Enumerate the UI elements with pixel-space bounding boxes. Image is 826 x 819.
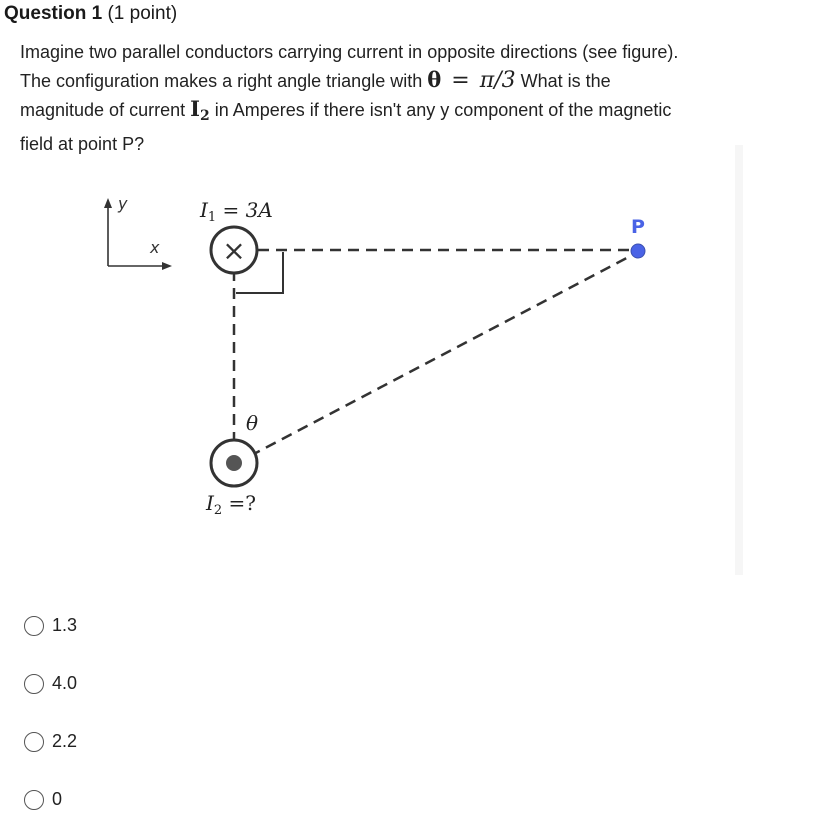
axis-x-label: x xyxy=(150,238,160,257)
option-1-radio[interactable] xyxy=(24,616,44,636)
theta-angle-label: θ xyxy=(246,411,259,435)
axis-y-label: y xyxy=(118,194,128,213)
question-text-line3: magnitude of current xyxy=(20,100,186,120)
conductor-out-of-page-icon xyxy=(211,440,257,486)
i2-label: $I_2$ =? xyxy=(206,491,257,518)
question-text-line3-end: in Amperes if there isn't any y component of the magnetic xyxy=(214,100,672,120)
equals-sign: = xyxy=(451,68,470,93)
axis-icon xyxy=(104,198,172,270)
option-2-radio[interactable] xyxy=(24,674,44,694)
point-p-marker xyxy=(631,244,645,258)
option-4-radio[interactable] xyxy=(24,790,44,810)
point-p-label: P xyxy=(631,216,645,238)
option-2-label: 4.0 xyxy=(52,673,78,693)
question-text-line2-end: What is the xyxy=(520,71,611,91)
question-number: Question 1 xyxy=(4,3,103,24)
question-points: (1 point) xyxy=(107,3,178,24)
option-1[interactable] xyxy=(24,615,77,636)
question-text-line1: Imagine two parallel conductors carrying current in opposite directions (see figure). xyxy=(20,42,679,62)
svg-text:×: × xyxy=(222,234,246,267)
i1-label: $I_1 = 3A$ xyxy=(200,198,273,225)
option-4[interactable] xyxy=(24,789,62,810)
option-1-label: 1.3 xyxy=(52,615,78,635)
theta-value: π/3 xyxy=(479,68,516,93)
hypotenuse-dashed-line xyxy=(250,252,638,456)
option-3-radio[interactable] xyxy=(24,732,44,752)
question-text-line2: The configuration makes a right angle triangle with xyxy=(20,71,423,91)
theta-symbol: θ xyxy=(427,67,442,92)
option-4-label: 0 xyxy=(52,789,63,809)
conductor-into-page-icon xyxy=(211,227,257,273)
option-3[interactable] xyxy=(24,731,77,752)
current-symbol: $I_2$ xyxy=(190,96,210,124)
option-3-label: 2.2 xyxy=(52,731,78,751)
option-2[interactable] xyxy=(24,673,77,694)
question-text-line4: field at point P? xyxy=(20,134,145,154)
